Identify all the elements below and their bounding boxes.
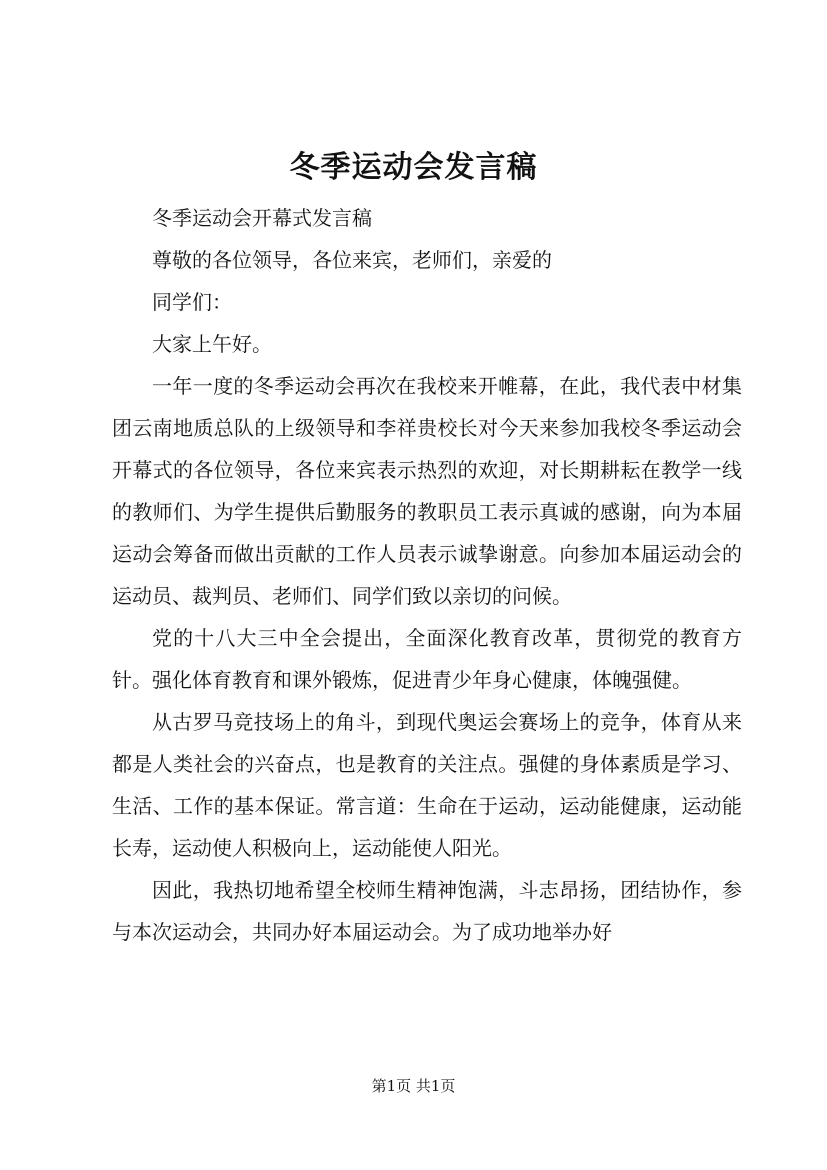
paragraph-salutation-cont: 同学们： (152, 290, 232, 314)
document-title: 冬季运动会发言稿 (289, 150, 538, 185)
paragraph-welcome: 一年一度的冬季运动会再次在我校来开帷幕，在此，我代表中材集团云南地质总队的上级领导和李祥贵校长对今天来参加我校冬季运动会开幕式的各位领导，各位来宾表示热烈的欢迎，对长期耕耘在教学一线的教师们、为学生提供后勤服务的教职员工表示真诚的感谢，向为本届运动会筹备而做出贡献的工作人员表示诚挚谢意。向参加本届运动会的运动员、裁判员、老师们、同学们致以亲切的问候。 (112, 374, 742, 608)
paragraph-subtitle: 冬季运动会开幕式发言稿 (152, 206, 372, 230)
paragraph-salutation: 尊敬的各位领导，各位来宾，老师们，亲爱的 (152, 248, 552, 272)
paragraph-policy: 党的十八大三中全会提出，全面深化教育改革，贯彻党的教育方针。强化体育教育和课外锻炼，促进青少年身心健康，体魄强健。 (112, 626, 742, 692)
page-footer: 第1页 共1页 (371, 1077, 456, 1095)
paragraph-hope: 因此，我热切地希望全校师生精神饱满，斗志昂扬，团结协作，参与本次运动会，共同办好本届运动会。为了成功地举办好 (112, 878, 742, 944)
document-body (112, 197, 742, 953)
paragraph-greeting: 大家上午好。 (152, 332, 272, 356)
paragraph-sports-history: 从古罗马竞技场上的角斗，到现代奥运会赛场上的竞争，体育从来都是人类社会的兴奋点，也是教育的关注点。强健的身体素质是学习、生活、工作的基本保证。常言道：生命在于运动，运动能健康，运动能长寿，运动使人积极向上，运动能使人阳光。 (112, 710, 742, 860)
